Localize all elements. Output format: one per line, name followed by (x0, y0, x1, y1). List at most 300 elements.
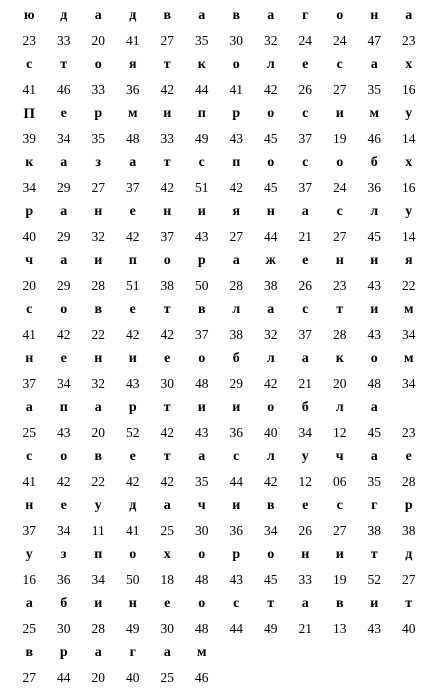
number-cell: 42 (116, 474, 151, 490)
letter-cell: р (47, 645, 82, 661)
letter-row (12, 298, 392, 323)
number-cell: 40 (116, 670, 151, 686)
letter-cell: и (185, 400, 220, 416)
number-cell: 52 (116, 425, 151, 441)
letter-cell: а (288, 204, 323, 220)
letter-cell: е (47, 498, 82, 514)
letter-cell: е (116, 449, 151, 465)
number-cell: 44 (47, 670, 82, 686)
number-cell: 43 (219, 131, 254, 147)
letter-cell: п (47, 400, 82, 416)
letter-cell: е (47, 351, 82, 367)
letter-cell: а (288, 351, 323, 367)
letter-cell: я (219, 204, 254, 220)
letter-cell: т (323, 302, 358, 318)
letter-cell: с (323, 498, 358, 514)
number-cell: 37 (12, 523, 47, 539)
number-cell: 13 (323, 621, 358, 637)
number-cell: 35 (357, 82, 392, 98)
letter-row (12, 102, 392, 127)
number-cell: 32 (254, 33, 289, 49)
number-cell: 36 (219, 523, 254, 539)
number-cell: 43 (357, 621, 392, 637)
number-cell: 37 (288, 180, 323, 196)
number-cell: 41 (12, 327, 47, 343)
number-cell: 42 (47, 327, 82, 343)
letter-cell: с (219, 449, 254, 465)
letter-cell: с (323, 57, 358, 73)
letter-cell: г (116, 645, 151, 661)
letter-cell: л (323, 400, 358, 416)
number-cell: 33 (150, 131, 185, 147)
number-cell: 45 (357, 229, 392, 245)
letter-row (12, 641, 392, 666)
number-cell: 24 (288, 33, 323, 49)
number-cell: 38 (150, 278, 185, 294)
number-cell: 27 (12, 670, 47, 686)
number-cell: 44 (219, 474, 254, 490)
number-cell: 34 (392, 327, 426, 343)
letter-cell: ю (12, 8, 47, 24)
number-cell: 42 (116, 229, 151, 245)
number-cell: 28 (81, 278, 116, 294)
number-row (12, 372, 392, 397)
number-cell: 48 (116, 131, 151, 147)
number-cell: 28 (323, 327, 358, 343)
letter-cell: о (323, 8, 358, 24)
letter-cell: и (150, 106, 185, 122)
number-cell: 24 (323, 180, 358, 196)
number-cell: 34 (81, 572, 116, 588)
letter-cell: е (288, 253, 323, 269)
letter-cell: о (185, 596, 220, 612)
number-cell: 27 (219, 229, 254, 245)
letter-row (12, 543, 392, 568)
number-cell: 24 (323, 33, 358, 49)
number-cell: 44 (185, 82, 220, 98)
number-cell: 25 (150, 670, 185, 686)
letter-cell: о (116, 547, 151, 563)
number-cell: 20 (81, 425, 116, 441)
number-cell: 30 (219, 33, 254, 49)
number-cell: 25 (12, 425, 47, 441)
letter-cell: у (288, 449, 323, 465)
letter-cell: н (12, 498, 47, 514)
number-cell: 18 (150, 572, 185, 588)
letter-cell: и (219, 400, 254, 416)
letter-cell: о (254, 400, 289, 416)
letter-cell: о (323, 155, 358, 171)
letter-cell: с (12, 302, 47, 318)
letter-cell: н (357, 8, 392, 24)
letter-cell: ч (323, 449, 358, 465)
letter-cell: и (219, 498, 254, 514)
number-cell: 38 (357, 523, 392, 539)
number-cell: 37 (150, 229, 185, 245)
letter-cell: т (150, 449, 185, 465)
letter-cell: а (150, 498, 185, 514)
number-cell: 25 (12, 621, 47, 637)
number-cell: 42 (116, 327, 151, 343)
number-cell: 23 (392, 33, 426, 49)
letter-cell: п (219, 155, 254, 171)
letter-cell: л (254, 449, 289, 465)
number-cell: 41 (12, 82, 47, 98)
letter-cell: р (185, 253, 220, 269)
number-cell: 30 (47, 621, 82, 637)
letter-cell: н (323, 253, 358, 269)
letter-cell: и (357, 596, 392, 612)
letter-cell: а (81, 645, 116, 661)
letter-cell: т (150, 302, 185, 318)
number-cell: 22 (81, 327, 116, 343)
number-row (12, 78, 392, 103)
letter-cell: у (81, 498, 116, 514)
number-cell: 12 (323, 425, 358, 441)
letter-cell: х (392, 155, 426, 171)
letter-cell: в (81, 302, 116, 318)
letter-cell: я (116, 57, 151, 73)
number-cell: 27 (392, 572, 426, 588)
letter-cell: и (81, 596, 116, 612)
number-cell: 27 (150, 33, 185, 49)
letter-cell: п (81, 547, 116, 563)
letter-cell: р (12, 204, 47, 220)
number-cell: 29 (47, 180, 82, 196)
number-cell: 19 (323, 572, 358, 588)
number-cell: 26 (288, 278, 323, 294)
letter-cell: в (254, 498, 289, 514)
letter-cell: м (357, 106, 392, 122)
letter-cell: а (357, 449, 392, 465)
letter-cell: м (185, 645, 220, 661)
letter-cell: д (116, 8, 151, 24)
letter-cell: а (47, 253, 82, 269)
number-cell: 48 (357, 376, 392, 392)
number-cell: 33 (81, 82, 116, 98)
number-cell: 49 (116, 621, 151, 637)
letter-cell: в (323, 596, 358, 612)
letter-cell: т (47, 57, 82, 73)
number-cell: 27 (81, 180, 116, 196)
number-cell: 36 (47, 572, 82, 588)
number-cell: 26 (288, 82, 323, 98)
number-cell: 26 (288, 523, 323, 539)
letter-cell: г (357, 498, 392, 514)
letter-cell: о (47, 302, 82, 318)
letter-cell: т (150, 57, 185, 73)
letter-cell: н (254, 204, 289, 220)
letter-cell: о (254, 155, 289, 171)
number-cell: 40 (12, 229, 47, 245)
letter-cell: р (392, 498, 426, 514)
number-cell: 51 (116, 278, 151, 294)
letter-cell: д (47, 8, 82, 24)
letter-row (12, 151, 392, 176)
letter-cell: о (185, 351, 220, 367)
number-cell: 21 (288, 621, 323, 637)
letter-row (12, 592, 392, 617)
letter-row (12, 200, 392, 225)
letter-cell: о (185, 547, 220, 563)
number-cell: 36 (219, 425, 254, 441)
letter-cell: р (81, 106, 116, 122)
letter-cell: о (81, 57, 116, 73)
number-cell: 28 (392, 474, 426, 490)
number-cell: 34 (47, 131, 82, 147)
letter-row (12, 249, 392, 274)
number-cell: 21 (288, 229, 323, 245)
letter-cell: и (323, 547, 358, 563)
number-row (12, 617, 392, 642)
letter-cell: П (12, 106, 47, 123)
number-cell: 42 (150, 82, 185, 98)
number-cell: 35 (357, 474, 392, 490)
letter-cell: и (185, 204, 220, 220)
letter-cell: а (357, 400, 392, 416)
letter-cell: ж (254, 253, 289, 269)
number-cell: 37 (288, 327, 323, 343)
letter-cell: у (12, 547, 47, 563)
number-cell: 38 (392, 523, 426, 539)
number-cell: 34 (47, 376, 82, 392)
number-cell: 37 (12, 376, 47, 392)
letter-cell: н (116, 596, 151, 612)
letter-cell: е (288, 498, 323, 514)
letter-cell: в (12, 645, 47, 661)
number-cell: 46 (47, 82, 82, 98)
number-cell: 41 (116, 33, 151, 49)
number-row (12, 176, 392, 201)
number-cell: 45 (254, 572, 289, 588)
letter-cell: о (254, 106, 289, 122)
letter-cell: н (12, 351, 47, 367)
number-cell: 20 (81, 670, 116, 686)
number-cell: 30 (150, 376, 185, 392)
number-cell: 48 (185, 376, 220, 392)
number-cell: 40 (254, 425, 289, 441)
letter-cell: с (12, 57, 47, 73)
number-cell: 35 (185, 33, 220, 49)
letter-cell: л (254, 57, 289, 73)
letter-cell: м (116, 106, 151, 122)
letter-cell: ч (185, 498, 220, 514)
letter-cell: т (392, 596, 426, 612)
number-cell: 23 (392, 425, 426, 441)
letter-cell: а (81, 400, 116, 416)
number-cell: 28 (219, 278, 254, 294)
number-cell: 42 (150, 180, 185, 196)
number-cell: 43 (47, 425, 82, 441)
letter-cell: о (47, 449, 82, 465)
letter-cell: р (219, 547, 254, 563)
letter-cell: т (254, 596, 289, 612)
number-cell: 14 (392, 131, 426, 147)
letter-cell: р (219, 106, 254, 122)
number-cell: 51 (185, 180, 220, 196)
letter-cell: а (185, 8, 220, 24)
number-cell: 37 (116, 180, 151, 196)
number-cell: 42 (47, 474, 82, 490)
number-cell: 16 (392, 82, 426, 98)
number-row (12, 666, 392, 690)
letter-cell: а (357, 57, 392, 73)
number-cell: 20 (323, 376, 358, 392)
letter-cell: и (81, 253, 116, 269)
number-cell: 42 (150, 327, 185, 343)
number-cell: 44 (219, 621, 254, 637)
number-cell: 22 (392, 278, 426, 294)
letter-cell: а (116, 155, 151, 171)
letter-cell: м (392, 351, 426, 367)
number-cell: 42 (150, 474, 185, 490)
number-cell: 43 (185, 425, 220, 441)
letter-cell: з (47, 547, 82, 563)
number-cell: 42 (219, 180, 254, 196)
number-row (12, 470, 392, 495)
number-cell: 32 (81, 229, 116, 245)
number-cell: 32 (81, 376, 116, 392)
number-cell: 45 (254, 131, 289, 147)
number-cell: 16 (12, 572, 47, 588)
letter-cell: о (254, 547, 289, 563)
number-cell: 43 (116, 376, 151, 392)
letter-cell: е (47, 106, 82, 122)
letter-cell: х (392, 57, 426, 73)
number-cell: 35 (185, 474, 220, 490)
number-cell: 43 (357, 327, 392, 343)
number-cell: 42 (254, 376, 289, 392)
letter-cell: а (392, 8, 426, 24)
number-cell: 43 (219, 572, 254, 588)
letter-cell: и (116, 351, 151, 367)
letter-cell: е (150, 596, 185, 612)
letter-cell: б (219, 351, 254, 367)
number-row (12, 568, 392, 593)
letter-cell: а (12, 596, 47, 612)
letter-row (12, 53, 392, 78)
letter-cell: а (12, 400, 47, 416)
number-cell: 41 (12, 474, 47, 490)
letter-cell: л (219, 302, 254, 318)
number-cell: 29 (47, 278, 82, 294)
letter-cell: н (81, 204, 116, 220)
letter-cell: з (81, 155, 116, 171)
letter-cell: о (219, 57, 254, 73)
letter-cell: е (392, 449, 426, 465)
number-cell: 38 (219, 327, 254, 343)
number-cell: 34 (47, 523, 82, 539)
number-cell: 44 (254, 229, 289, 245)
letter-cell: п (116, 253, 151, 269)
letter-cell: т (150, 155, 185, 171)
letter-cell: о (357, 351, 392, 367)
number-row (12, 323, 392, 348)
number-cell: 47 (357, 33, 392, 49)
number-cell: 29 (219, 376, 254, 392)
number-cell: 46 (185, 670, 220, 686)
letter-cell: а (254, 302, 289, 318)
cipher-grid (12, 4, 392, 690)
number-cell: 28 (81, 621, 116, 637)
number-cell: 34 (392, 376, 426, 392)
number-cell: 33 (288, 572, 323, 588)
number-cell: 22 (81, 474, 116, 490)
letter-cell: к (12, 155, 47, 171)
number-cell: 48 (185, 621, 220, 637)
letter-cell: у (392, 106, 426, 122)
number-cell: 42 (254, 82, 289, 98)
letter-cell: с (185, 155, 220, 171)
number-cell: 37 (185, 327, 220, 343)
number-cell: 12 (288, 474, 323, 490)
letter-cell: б (47, 596, 82, 612)
letter-cell: ч (12, 253, 47, 269)
letter-cell: в (81, 449, 116, 465)
letter-cell: с (219, 596, 254, 612)
number-row (12, 274, 392, 299)
letter-cell: с (288, 302, 323, 318)
number-cell: 38 (254, 278, 289, 294)
letter-cell: п (185, 106, 220, 122)
letter-cell: и (357, 253, 392, 269)
letter-cell: н (288, 547, 323, 563)
letter-cell: а (150, 645, 185, 661)
letter-cell: к (323, 351, 358, 367)
letter-cell: с (288, 155, 323, 171)
number-cell: 39 (12, 131, 47, 147)
letter-cell: д (392, 547, 426, 563)
letter-cell: и (323, 106, 358, 122)
number-cell: 42 (150, 425, 185, 441)
number-cell: 49 (185, 131, 220, 147)
number-cell: 23 (323, 278, 358, 294)
letter-row (12, 445, 392, 470)
letter-row (12, 396, 392, 421)
number-cell: 16 (392, 180, 426, 196)
letter-cell: а (47, 155, 82, 171)
letter-cell: с (12, 449, 47, 465)
letter-cell: т (150, 400, 185, 416)
letter-cell: в (185, 302, 220, 318)
number-cell: 27 (323, 229, 358, 245)
letter-cell: с (288, 106, 323, 122)
number-cell: 20 (81, 33, 116, 49)
letter-cell: я (392, 253, 426, 269)
letter-cell: б (288, 400, 323, 416)
letter-row (12, 4, 392, 29)
letter-cell: е (116, 302, 151, 318)
number-cell: 29 (47, 229, 82, 245)
number-cell: 34 (12, 180, 47, 196)
number-cell: 27 (323, 82, 358, 98)
letter-cell: а (288, 596, 323, 612)
number-cell: 34 (288, 425, 323, 441)
number-cell: 45 (357, 425, 392, 441)
number-cell: 52 (357, 572, 392, 588)
number-cell: 19 (323, 131, 358, 147)
number-cell: 42 (254, 474, 289, 490)
number-cell: 36 (116, 82, 151, 98)
letter-cell: е (288, 57, 323, 73)
number-cell: 43 (357, 278, 392, 294)
number-row (12, 29, 392, 54)
letter-cell: е (150, 351, 185, 367)
letter-cell: е (116, 204, 151, 220)
number-row (12, 421, 392, 446)
number-cell: 43 (185, 229, 220, 245)
number-cell: 49 (254, 621, 289, 637)
